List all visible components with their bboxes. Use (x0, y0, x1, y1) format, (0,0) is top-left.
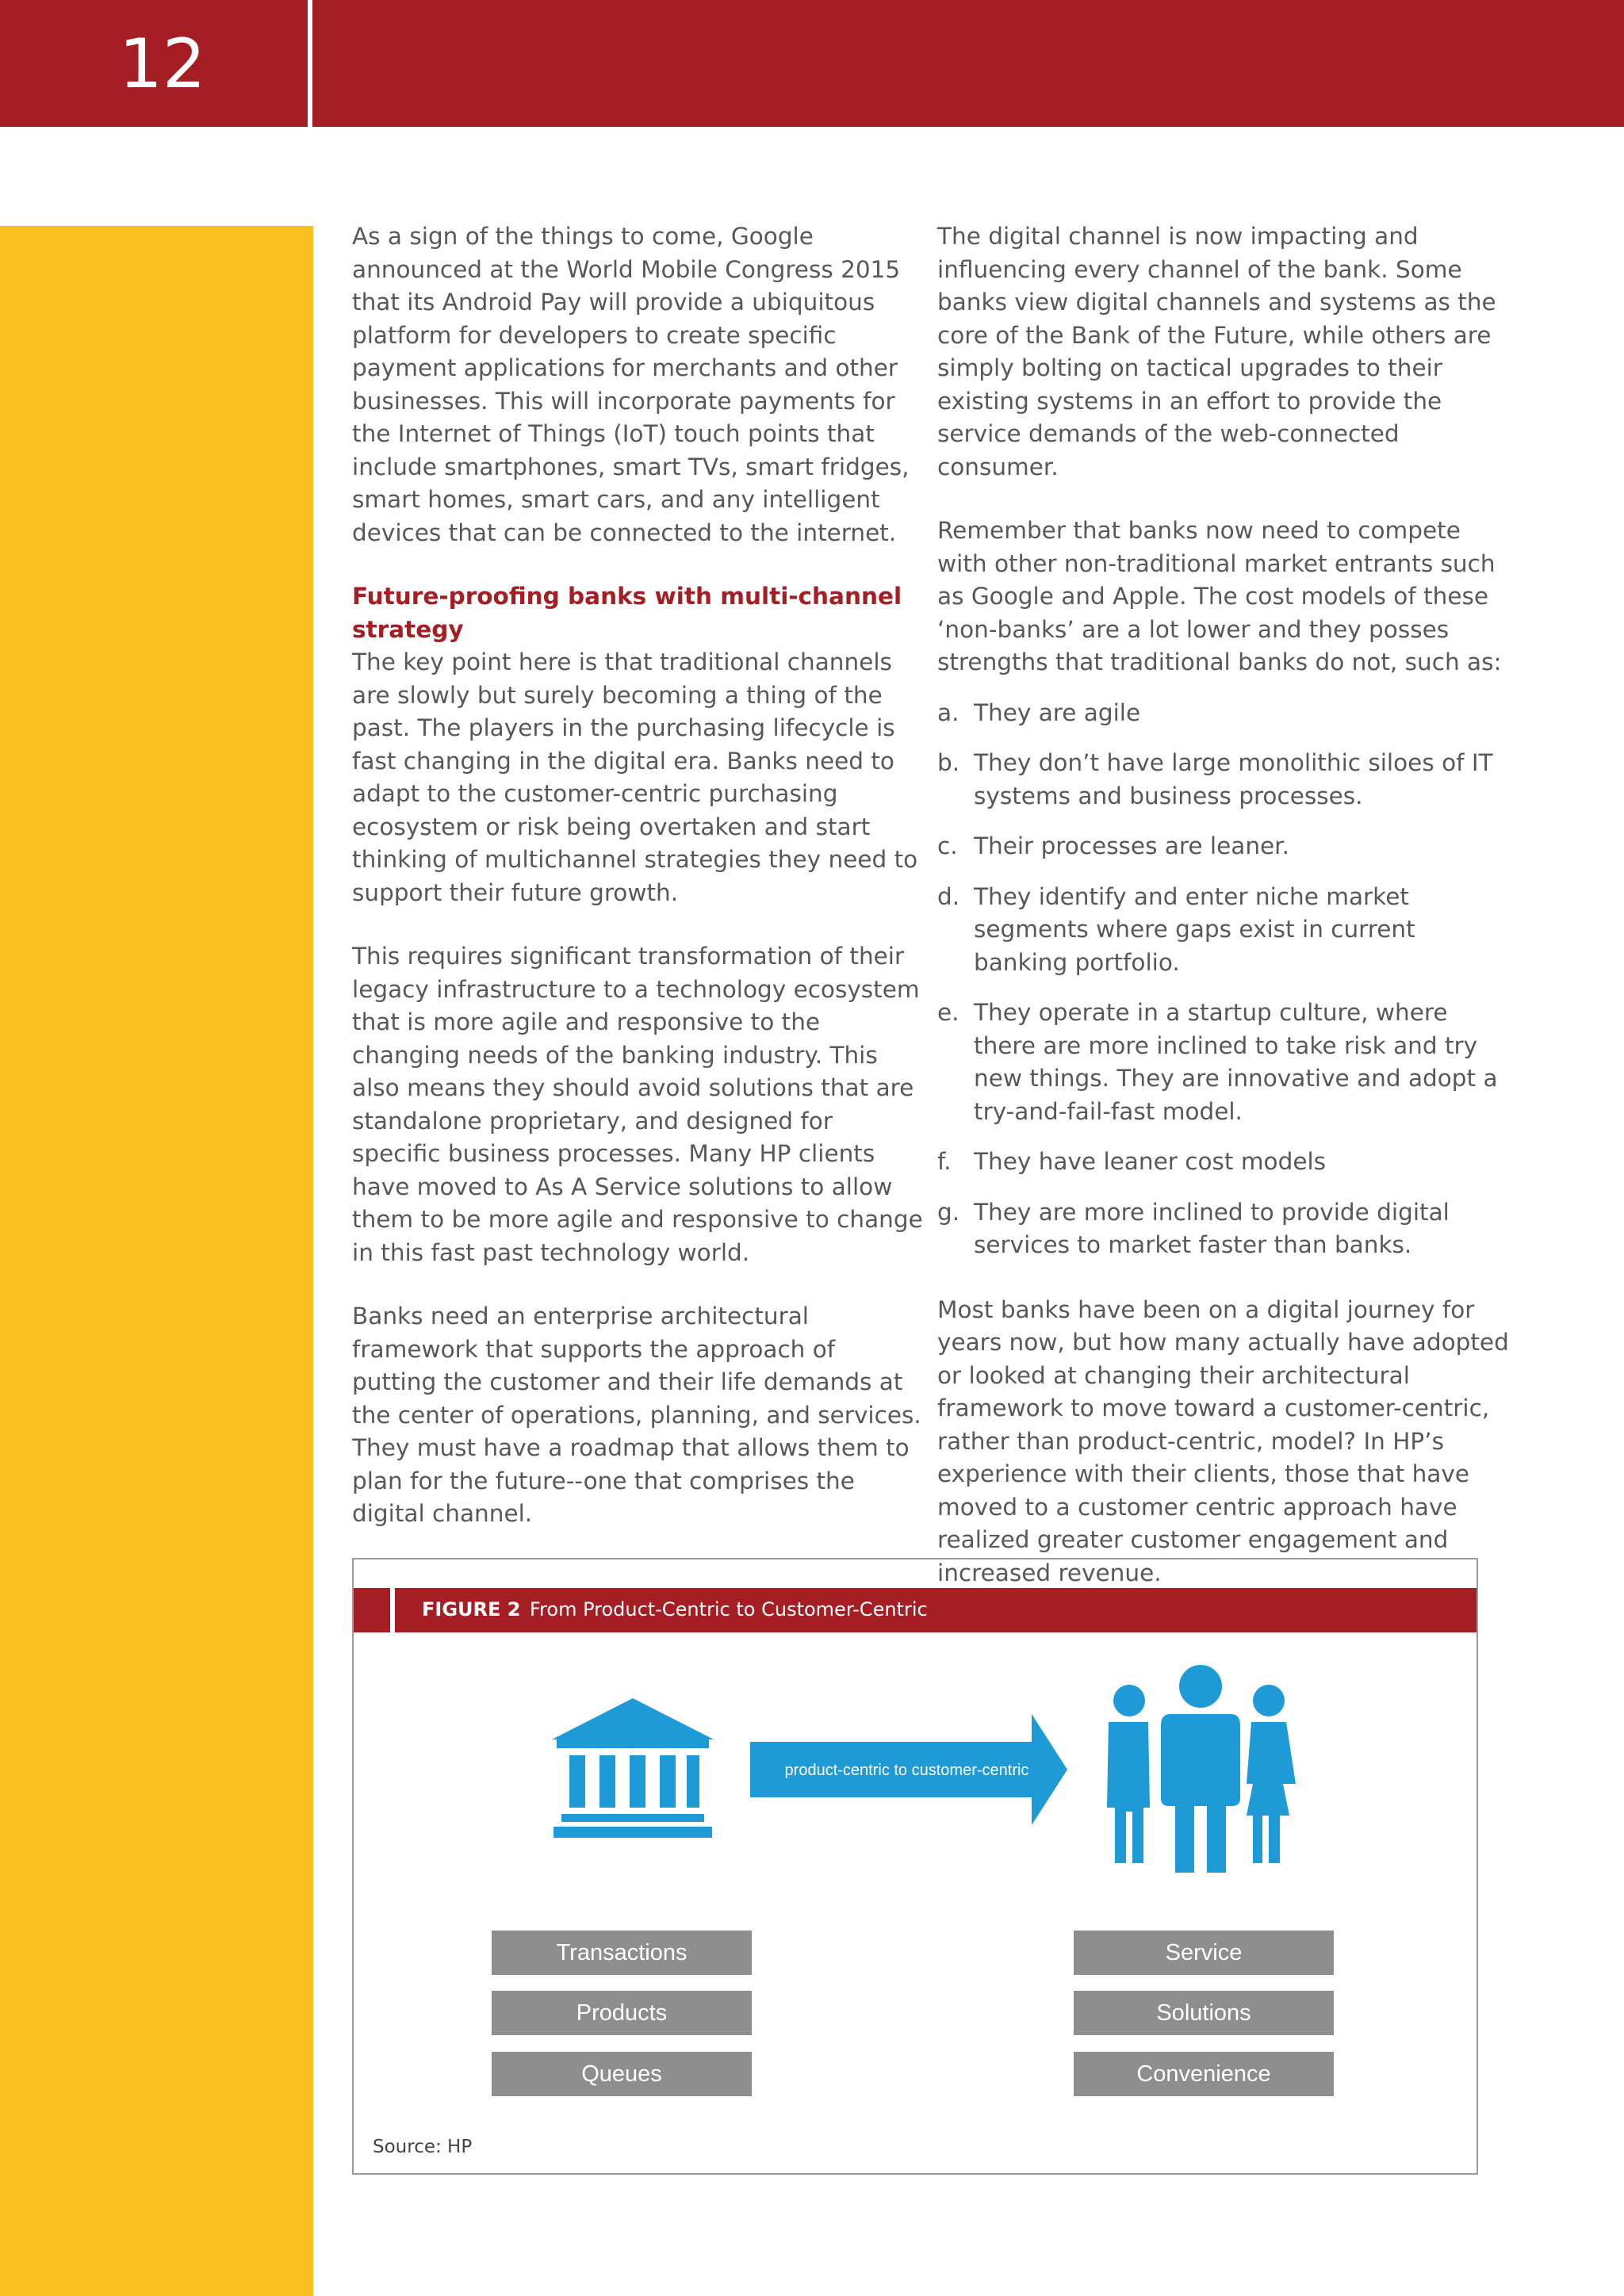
left-paragraph-4: Banks need an enterprise architectural framework that supports the approach of putting the customer and their life demands at the center of operations, planning, and services. They must have a roadmap that allows them to plan for the future--one that comprises the digital channel. (352, 1303, 921, 1527)
solutions-box: Solutions (1074, 1991, 1334, 2035)
right-paragraph-2: Remember that banks now need to compete with other non-traditional market entrants such as Google and Apple. The cost models of these ‘non-banks’ are a lot lower and they posses strengths that traditional banks do not, such as: (937, 517, 1502, 675)
figure-2 (352, 1558, 1478, 2175)
left-paragraph-1: As a sign of the things to come, Google announced at the World Mobile Congress 2015 that its Android Pay will provide a ubiquitous platform for developers to create specific payment applications for merchants and other businesses. This will incorporate payments for the Internet of Things (IoT) touch points that include smartphones, smart TVs, smart fridges, smart homes, smart cars, and any intelligent devices that can be connected to the internet. (352, 223, 910, 546)
queues-box: Queues (492, 2052, 752, 2096)
list-item: f. They have leaner cost models (937, 1148, 1327, 1175)
page-number: 12 (119, 25, 206, 104)
list-item: g. They are more inclined to provide digital services to market faster than banks. (937, 1198, 1450, 1258)
right-column (937, 220, 1516, 1590)
arrow-label: product-centric to customer-centric (784, 1762, 1029, 1779)
section-heading: Future-proofing banks with multi-channel strategy (352, 583, 902, 643)
yellow-sidebar (0, 226, 313, 2296)
figure-title: From Product-Centric to Customer-Centric (530, 1598, 928, 1621)
right-paragraph-3: Most banks have been on a digital journey for years now, but how many actually have adopted or looked at changing their architectural framework to move toward a customer-centric, rather than product-centric, model? In HP’s experience with their clients, those that have moved to a customer centric approach have realized greater customer engagement and increased revenue. (937, 1295, 1509, 1586)
left-column (352, 220, 923, 1531)
figure-bar-notch (390, 1588, 395, 1632)
header-divider (308, 0, 312, 127)
advantages-list (937, 697, 1516, 1262)
figure-title-bar (354, 1588, 1477, 1632)
header-bar (0, 0, 1624, 127)
customers-icon (1099, 1665, 1297, 1875)
list-item: e. They operate in a startup culture, where there are more inclined to take risk and try new things. They are innovative and adopt a try-and-fail-fast model. (937, 999, 1498, 1125)
list-item: d. They identify and enter niche market segments where gaps exist in current banking portfolio. (937, 882, 1415, 976)
figure-label: FIGURE 2 (422, 1598, 521, 1621)
right-paragraph-1: The digital channel is now impacting and influencing every channel of the bank. Some banks view digital channels and systems as the core of the Bank of the Future, while others are simply bolting on tactical upgrades to their existing systems in an effort to provide the service demands of the web-connected consumer. (937, 223, 1496, 480)
list-item: c. Their processes are leaner. (937, 832, 1289, 859)
figure-source: Source: HP (373, 2137, 473, 2157)
list-item: a. They are agile (937, 698, 1141, 726)
transactions-box: Transactions (492, 1931, 752, 1975)
bank-icon (552, 1698, 714, 1841)
list-item: b. They don’t have large monolithic siloes of IT systems and business processes. (937, 749, 1493, 809)
left-paragraph-2: The key point here is that traditional channels are slowly but surely becoming a thing of the past. The players in the purchasing lifecycle is fast changing in the digital era. Banks need to adapt to the customer-centric purchasing ecosystem or risk being overtaken and start thinking of multichannel strategies they need to support their future growth. (352, 649, 918, 906)
service-box: Service (1074, 1931, 1334, 1975)
left-paragraph-3: This requires significant transformation of their legacy infrastructure to a technology ecosystem that is more agile and responsive to the changing needs of the banking industry. This also means they should avoid solutions that are standalone proprietary, and designed for specific business processes. Many HP clients have moved to As A Service solutions to allow them to be more agile and responsive to change in this fast past technology world. (352, 943, 923, 1266)
convenience-box: Convenience (1074, 2052, 1334, 2096)
products-box: Products (492, 1991, 752, 2035)
